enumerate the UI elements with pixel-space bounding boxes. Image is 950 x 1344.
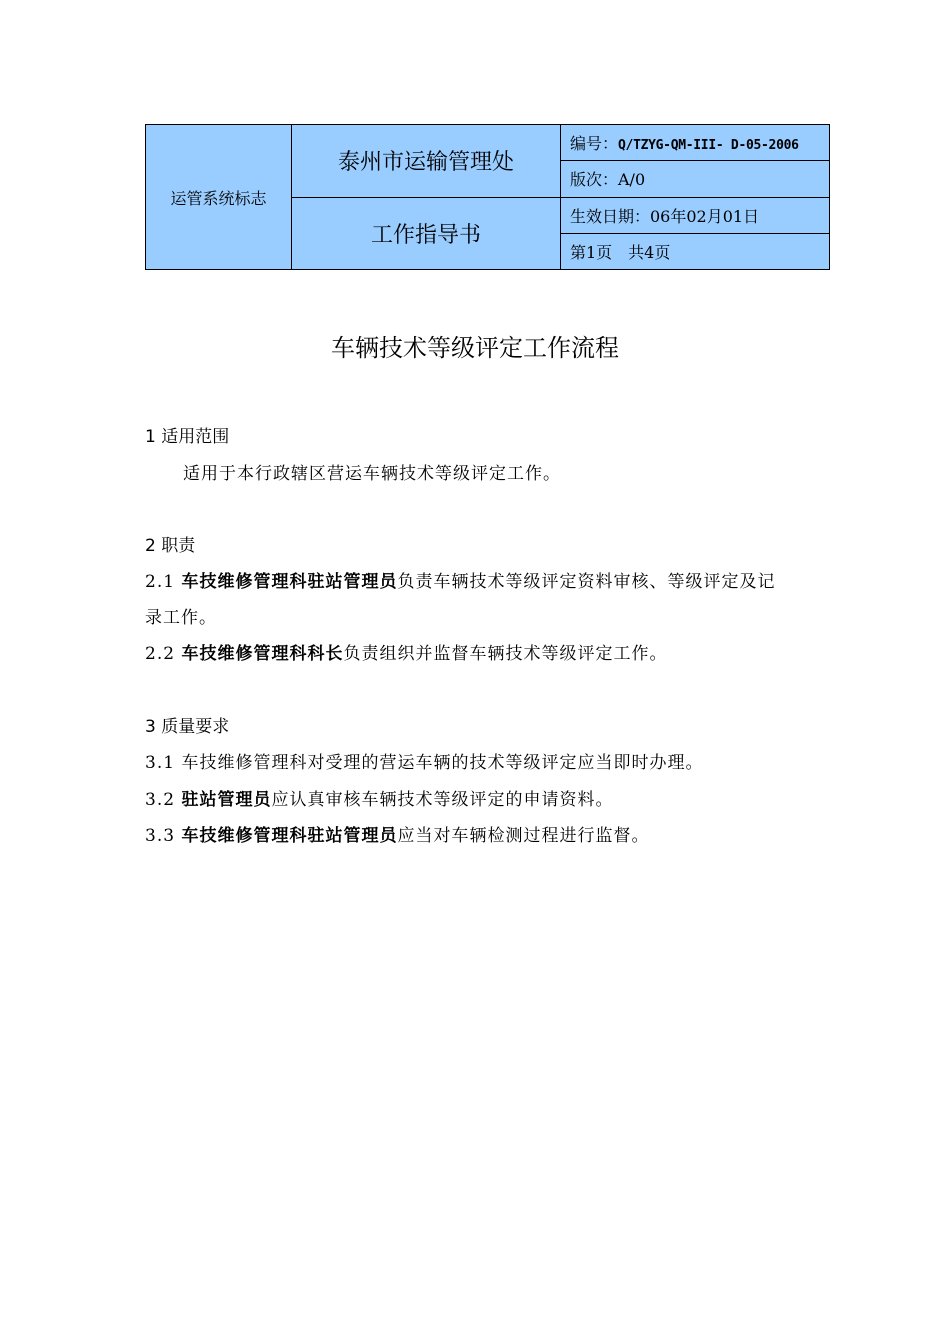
section-2-1-continued: 录工作。 [145, 608, 217, 628]
section-1-text: 适用于本行政辖区营运车辆技术等级评定工作。 [183, 464, 561, 484]
doc-code-label: 编号： [570, 134, 619, 154]
org-name: 泰州市运输管理处 [292, 125, 561, 198]
document-title: 车辆技术等级评定工作流程 [331, 334, 619, 362]
effective-date: 生效日期：06年02月01日 [561, 197, 830, 233]
section-3-2-role: 驻站管理员 [181, 790, 272, 810]
section-3-3-role: 车技维修管理科驻站管理员 [181, 826, 398, 846]
section-3-heading: 3 质量要求 [145, 717, 230, 737]
section-3-3-text: 应当对车辆检测过程进行监督。 [397, 826, 650, 846]
section-2-2-num: 2.2 [145, 644, 182, 664]
page-info: 第1页 共4页 [561, 233, 830, 269]
section-3-3 [145, 821, 649, 846]
section-2-1-num: 2.1 [145, 572, 182, 592]
section-2-1-text: 负责车辆技术等级评定资料审核、等级评定及记 [397, 572, 776, 592]
section-3-3-num: 3.3 [145, 826, 182, 846]
doc-code [561, 125, 830, 161]
section-1-heading: 1 适用范围 [145, 427, 230, 447]
logo-cell: 运管系统标志 [146, 125, 292, 270]
section-3-1-num: 3.1 [145, 753, 182, 773]
section-3-2 [145, 785, 613, 810]
section-2-2-role: 车技维修管理科科长 [181, 644, 344, 664]
section-3-2-num: 3.2 [145, 790, 182, 810]
section-2-heading: 2 职责 [145, 536, 196, 556]
version: 版次：A/0 [561, 161, 830, 197]
section-3-2-text: 应认真审核车辆技术等级评定的申请资料。 [271, 790, 614, 810]
section-2-2 [145, 639, 667, 664]
doc-type: 工作指导书 [292, 197, 561, 270]
section-2-1-role: 车技维修管理科驻站管理员 [181, 572, 398, 592]
section-3-1 [145, 748, 703, 773]
section-3-1-text: 车技维修管理科对受理的营运车辆的技术等级评定应当即时办理。 [181, 753, 704, 773]
header-table [145, 124, 830, 270]
doc-code-value: Q/TZYG-QM-III- D-05-2006 [618, 138, 799, 154]
section-2-1 [145, 567, 775, 592]
section-2-2-text: 负责组织并监督车辆技术等级评定工作。 [343, 644, 668, 664]
